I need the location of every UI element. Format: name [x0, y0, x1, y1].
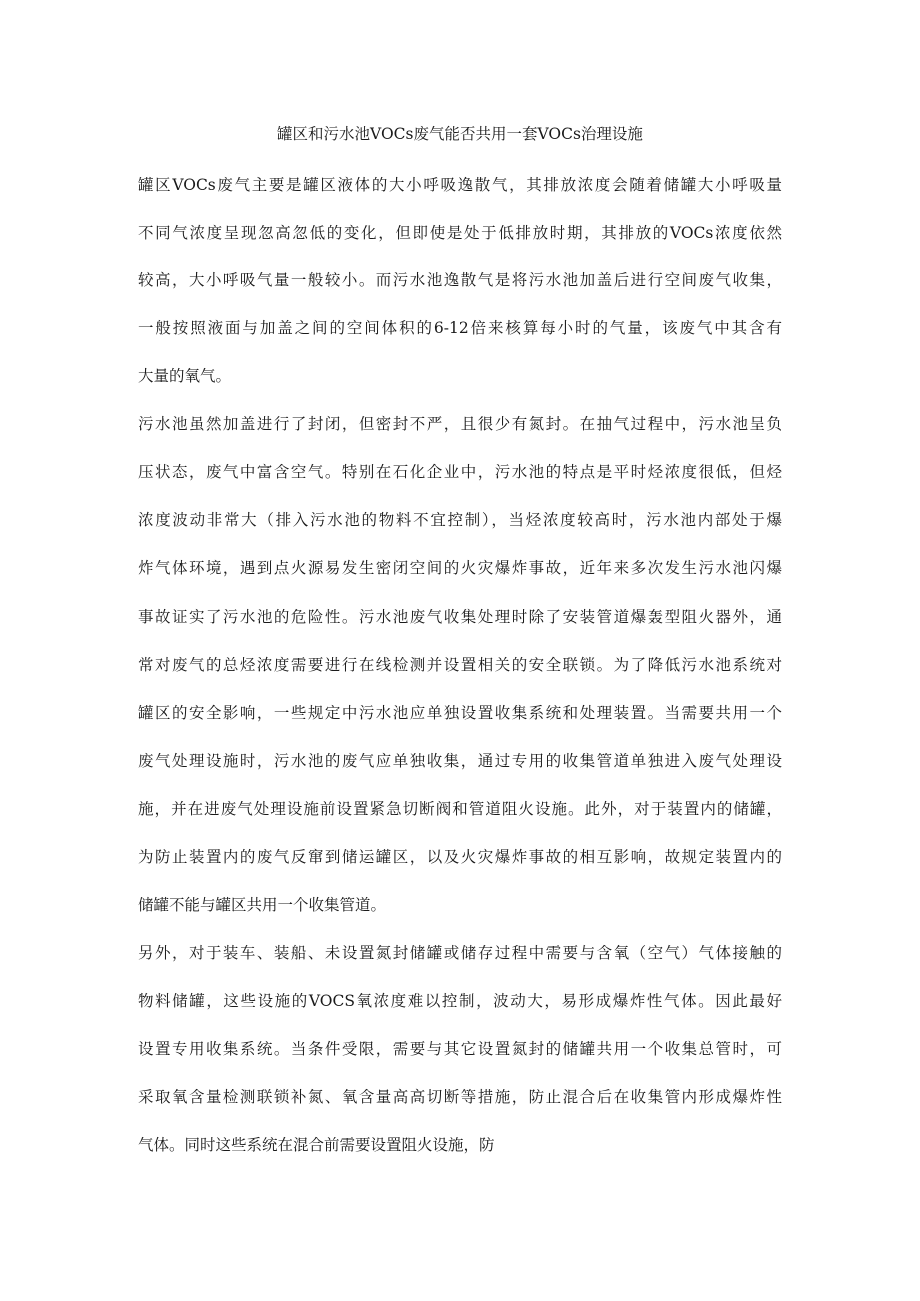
paragraph-2-line-7: 罐区的安全影响，一些规定中污水池应单独设置收集系统和处理装置。当需要共用一个 [138, 704, 782, 722]
paragraph-3-line-5: 气体。同时这些系统在混合前需要设置阻火设施，防 [138, 1136, 495, 1154]
paragraph-3-line-3: 设置专用收集系统。当条件受限，需要与其它设置氮封的储罐共用一个收集总管时，可 [138, 1040, 782, 1058]
paragraph-2-line-2: 压状态，废气中富含空气。特别在石化企业中，污水池的特点是平时烃浓度很低，但烃 [138, 463, 782, 481]
paragraph-2-line-10: 为防止装置内的废气反窜到储运罐区，以及火灾爆炸事故的相互影响，故规定装置内的 [138, 848, 782, 866]
paragraph-1-line-5: 大量的氧气。 [138, 367, 232, 385]
paragraph-2-line-6: 常对废气的总烃浓度需要进行在线检测并设置相关的安全联锁。为了降低污水池系统对 [138, 656, 782, 674]
paragraph-1-line-1: 罐区VOCs废气主要是罐区液体的大小呼吸逸散气，其排放浓度会随着储罐大小呼吸量 [138, 176, 782, 194]
paragraph-2-line-4: 炸气体环境，遇到点火源易发生密闭空间的火灾爆炸事故，近年来多次发生污水池闪爆 [138, 559, 782, 577]
paragraph-1-line-4: 一般按照液面与加盖之间的空间体积的6-12倍来核算每小时的气量，该废气中其含有 [138, 319, 782, 337]
paragraph-2-line-11: 储罐不能与罐区共用一个收集管道。 [138, 896, 387, 914]
paragraph-3-line-4: 采取氧含量检测联锁补氮、氧含量高高切断等措施，防止混合后在收集管内形成爆炸性 [138, 1088, 782, 1106]
paragraph-1-line-3: 较高，大小呼吸气量一般较小。而污水池逸散气是将污水池加盖后进行空间废气收集， [138, 271, 782, 289]
paragraph-2-line-1: 污水池虽然加盖进行了封闭，但密封不严，且很少有氮封。在抽气过程中，污水池呈负 [138, 415, 782, 433]
paragraph-2-line-5: 事故证实了污水池的危险性。污水池废气收集处理时除了安装管道爆轰型阻火器外，通 [138, 608, 782, 626]
paragraph-2-line-9: 施，并在进废气处理设施前设置紧急切断阀和管道阻火设施。此外，对于装置内的储罐， [138, 800, 782, 818]
document-title: 罐区和污水池VOCs废气能否共用一套VOCs治理设施 [277, 125, 643, 143]
paragraph-1-line-2: 不同气浓度呈现忽高忽低的变化，但即使是处于低排放时期，其排放的VOCs浓度依然 [138, 224, 782, 242]
paragraph-3-line-2: 物料储罐，这些设施的VOCS氧浓度难以控制，波动大，易形成爆炸性气体。因此最好 [138, 992, 782, 1010]
paragraph-3-line-1: 另外，对于装车、装船、未设置氮封储罐或储存过程中需要与含氧（空气）气体接触的 [138, 944, 782, 962]
paragraph-2-line-8: 废气处理设施时，污水池的废气应单独收集，通过专用的收集管道单独进入废气处理设 [138, 752, 782, 770]
paragraph-2-line-3: 浓度波动非常大（排入污水池的物料不宜控制），当烃浓度较高时，污水池内部处于爆 [138, 511, 782, 529]
